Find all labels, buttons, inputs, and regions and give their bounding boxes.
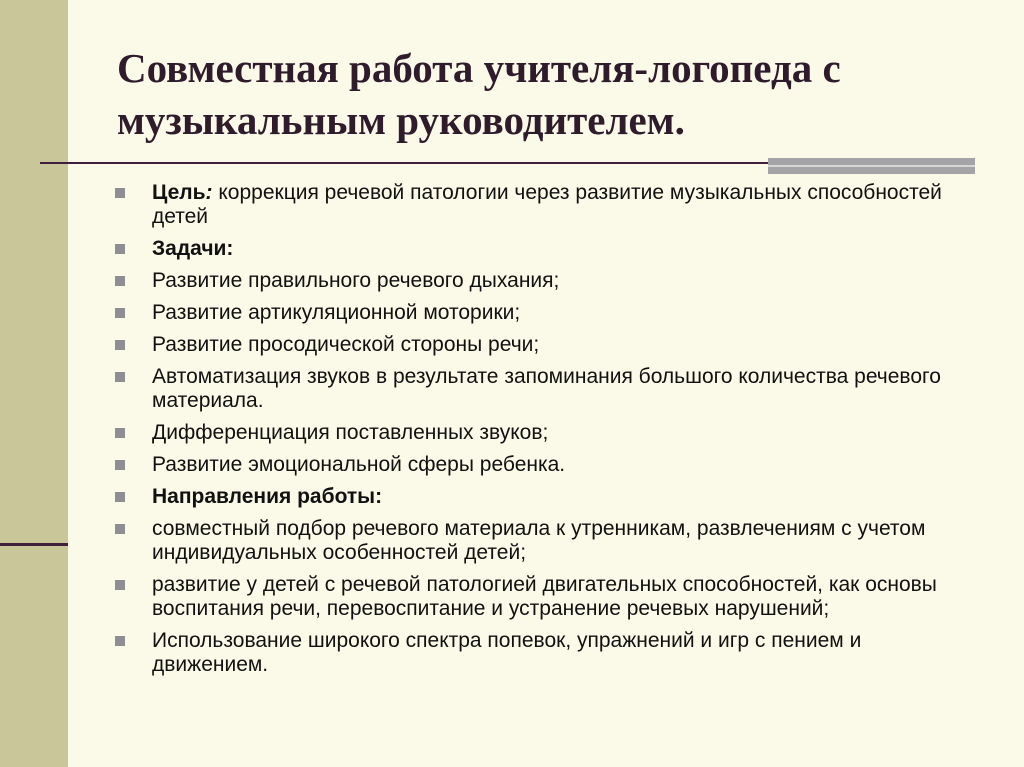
- left-band-divider: [0, 543, 68, 546]
- bullet-list: [113, 181, 973, 685]
- bullet-direction: [113, 517, 973, 565]
- bullet-square-icon: [115, 580, 125, 590]
- goal-text: коррекция речевой патологии через развитие музыкальных способностей детей: [152, 181, 942, 228]
- direction-text: развитие у детей с речевой патологией двигательных способностей, как основы воспитания речи, перевоспитание и устранение речевых нарушений;: [152, 573, 937, 620]
- direction-text: Использование широкого спектра попевок, упражнений и игр с пением и движением.: [152, 629, 862, 676]
- bullet-square-icon: [115, 460, 125, 470]
- bullet-goal: [113, 181, 973, 229]
- directions-label: Направления работы:: [152, 485, 383, 508]
- bullet-square-icon: [115, 492, 125, 502]
- goal-colon: :: [205, 181, 213, 204]
- bullet-task: [113, 453, 973, 477]
- bullet-task: [113, 301, 973, 325]
- task-text: Развитие просодической стороны речи;: [152, 333, 540, 356]
- bullet-square-icon: [115, 308, 125, 318]
- bullet-square-icon: [115, 524, 125, 534]
- direction-text: совместный подбор речевого материала к утренникам, развлечениям с учетом индивидуальных особенностей детей;: [152, 517, 926, 564]
- task-text: Развитие артикуляционной моторики;: [152, 301, 521, 324]
- bullet-square-icon: [115, 428, 125, 438]
- bullet-square-icon: [115, 372, 125, 382]
- bullet-directions-heading: [113, 485, 973, 509]
- bullet-square-icon: [115, 276, 125, 286]
- bullet-tasks-heading: [113, 237, 973, 261]
- bullet-direction: [113, 629, 973, 677]
- task-text: Дифференциация поставленных звуков;: [152, 421, 549, 444]
- bullet-task: [113, 269, 973, 293]
- bullet-direction: [113, 573, 973, 621]
- bullet-square-icon: [115, 340, 125, 350]
- task-text: Развитие эмоциональной сферы ребенка.: [152, 453, 566, 476]
- bullet-task: [113, 421, 973, 445]
- bullet-square-icon: [115, 244, 125, 254]
- task-text: Развитие правильного речевого дыхания;: [152, 269, 560, 292]
- slide-title: Совместная работа учителя-логопеда с музыкальным руководителем.: [117, 45, 841, 143]
- left-decorative-band: [0, 0, 68, 767]
- grey-accent-bar-highlight: [768, 165, 975, 167]
- bullet-square-icon: [115, 636, 125, 646]
- bullet-task: [113, 333, 973, 357]
- goal-label: Цель: [152, 181, 206, 204]
- bullet-square-icon: [115, 188, 125, 198]
- task-text: Автоматизация звуков в результате запоминания большого количества речевого материала.: [152, 365, 941, 412]
- bullet-task: [113, 365, 973, 413]
- tasks-label: Задачи:: [152, 237, 234, 260]
